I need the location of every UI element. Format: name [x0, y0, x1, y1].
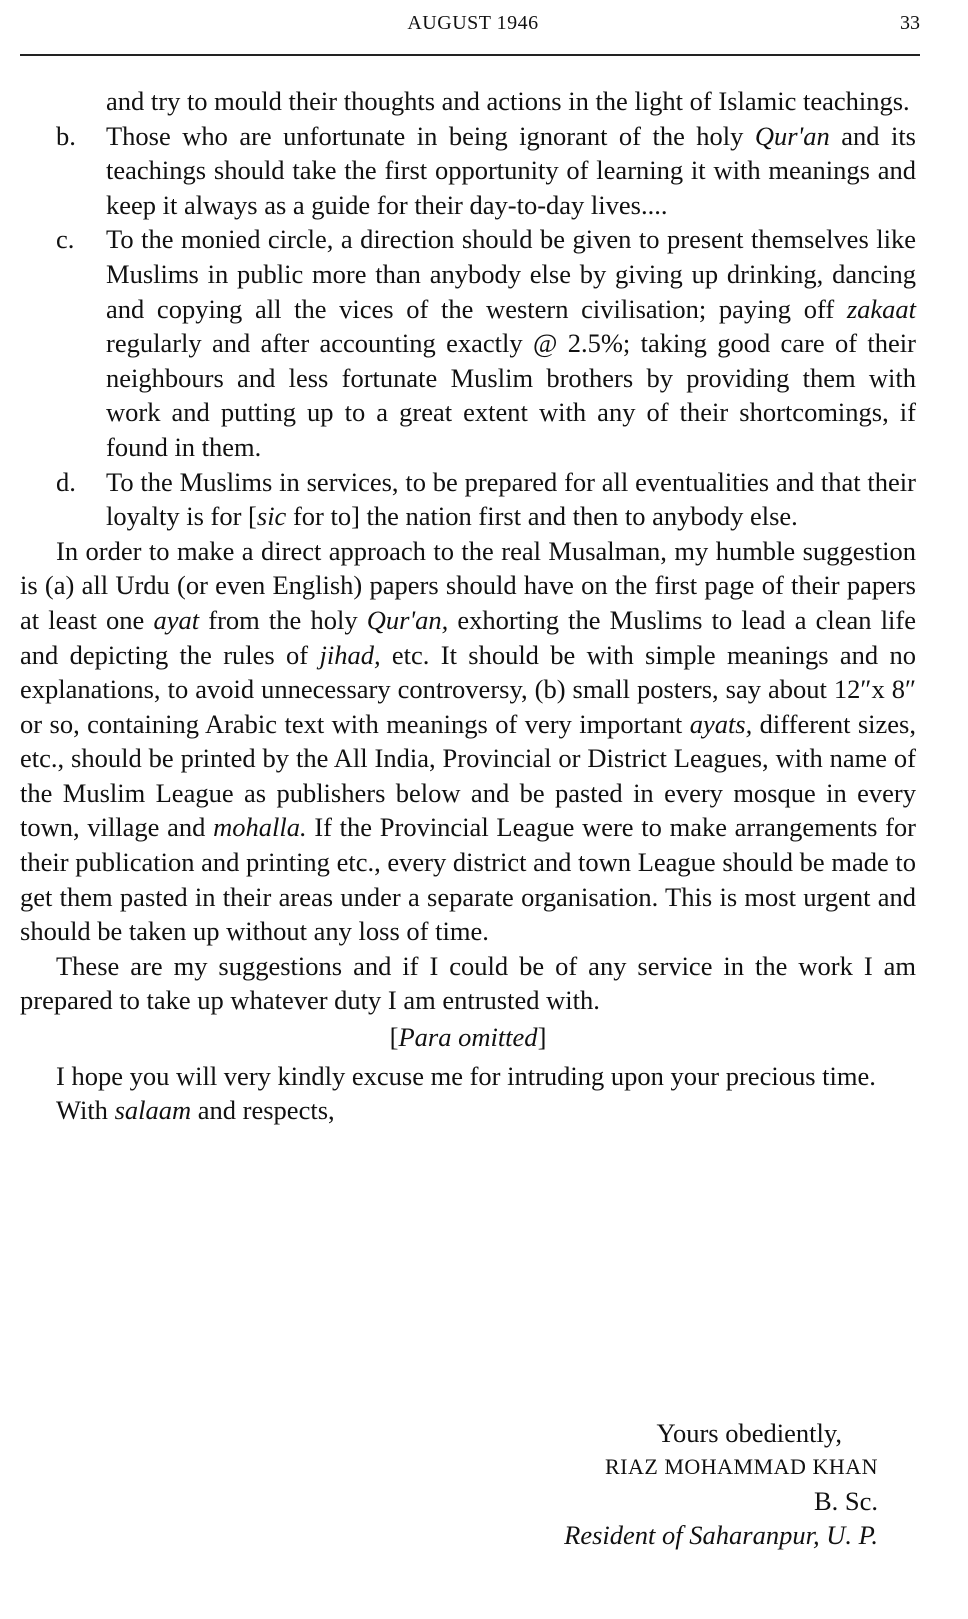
item-text: To the monied circle, a direction should be given to present themselves like Muslims in public more than anybody else by giving up drinking, dancing and copying all the vices of the western civilisation; paying off — [106, 224, 916, 324]
italic-term: Qur'an, — [366, 604, 449, 635]
signature-block — [20, 1416, 878, 1552]
paragraph-salaam — [20, 1093, 916, 1128]
list-item-d — [20, 465, 916, 534]
paragraph-suggestions — [20, 534, 916, 949]
signature-closing: Yours obediently, — [656, 1418, 842, 1448]
header-rule — [20, 54, 920, 56]
para-text: different sizes, etc., should be printed by the All India, Provincial or District Leagues, with name of the Muslim League as publishers below and be pasted in every mosque in every town, village and — [20, 708, 916, 843]
paragraph-apology: I hope you will very kindly excuse me for intruding upon your precious time. — [56, 1060, 876, 1091]
para-text: If the Provincial League were to make arrangements for their publication and printing etc., every district and town League should be made to get them pasted in their areas under a separate organisation. This is most urgent and should be taken up without any loss of time. — [20, 812, 917, 947]
para-text: from the holy — [199, 604, 367, 635]
italic-term: sic — [256, 501, 287, 532]
item-text: for to] the nation first and then to anybody else. — [286, 501, 798, 532]
para-text: exhorting the Muslims to lead a clean life and depicting the rules of — [20, 604, 917, 670]
list-label: b. — [56, 120, 76, 151]
item-text: regularly and after accounting exactly @ 2.5%; taking good care of their neighbours and less fortunate Muslim brothers by providing them with work and putting up to a great extent with any of their shortcomings, if found in them. — [106, 328, 916, 462]
list-label: d. — [56, 466, 76, 497]
signature-name: RIAZ MOHAMMAD KHAN — [605, 1454, 878, 1479]
page-number: 33 — [900, 12, 920, 34]
italic-term: ayats, — [689, 708, 753, 739]
italic-term: ayat — [153, 604, 200, 635]
item-text: Those who are unfortunate in being ignorant of the holy — [106, 120, 755, 151]
para-text: and respects, — [191, 1095, 335, 1126]
list-label: c. — [56, 224, 75, 255]
running-head: AUGUST 1946 — [407, 12, 539, 34]
continuation-text: and try to mould their thoughts and actions in the light of Islamic teachings. — [106, 86, 910, 116]
item-text: and its teachings should take the first opportunity of learning it with meanings and keep it always as a guide for their day-to-day lives.... — [106, 120, 916, 220]
italic-term: zakaat — [846, 293, 916, 324]
bracket-close: ] — [537, 1022, 547, 1053]
signature-residence: Resident of Saharanpur, U. P. — [564, 1520, 878, 1550]
italic-term: salaam — [114, 1095, 192, 1126]
para-text: With — [56, 1095, 115, 1126]
omitted-text: Para omitted — [398, 1022, 538, 1053]
list-item-b — [20, 119, 916, 223]
italic-term: mohalla. — [213, 812, 307, 843]
paragraph-service: These are my suggestions and if I could be of any service in the work I am prepared to take up whatever duty I am entrusted with. — [20, 950, 916, 1016]
para-text: etc. It should be with simple meanings and no explanations, to avoid unnecessary controversy, (b) small posters, say about 12″x 8″ or so, containing Arabic text with meanings of very important — [20, 639, 916, 739]
bracket-open: [ — [389, 1022, 399, 1053]
para-omitted-note — [20, 1020, 916, 1055]
signature-degree: B. Sc. — [813, 1486, 878, 1516]
para-text: In order to make a direct approach to the real Musalman, my humble suggestion is (a) all Urdu (or even English) papers should have on the first page of their papers at least one — [20, 535, 916, 635]
italic-term: Qur'an — [754, 120, 830, 151]
page-header — [0, 12, 968, 42]
italic-term: jihad, — [319, 639, 381, 670]
item-text: To the Muslims in services, to be prepared for all eventualities and that their loyalty is for [ — [106, 466, 916, 532]
letter-body — [20, 84, 916, 1128]
list-item-c — [20, 222, 916, 464]
